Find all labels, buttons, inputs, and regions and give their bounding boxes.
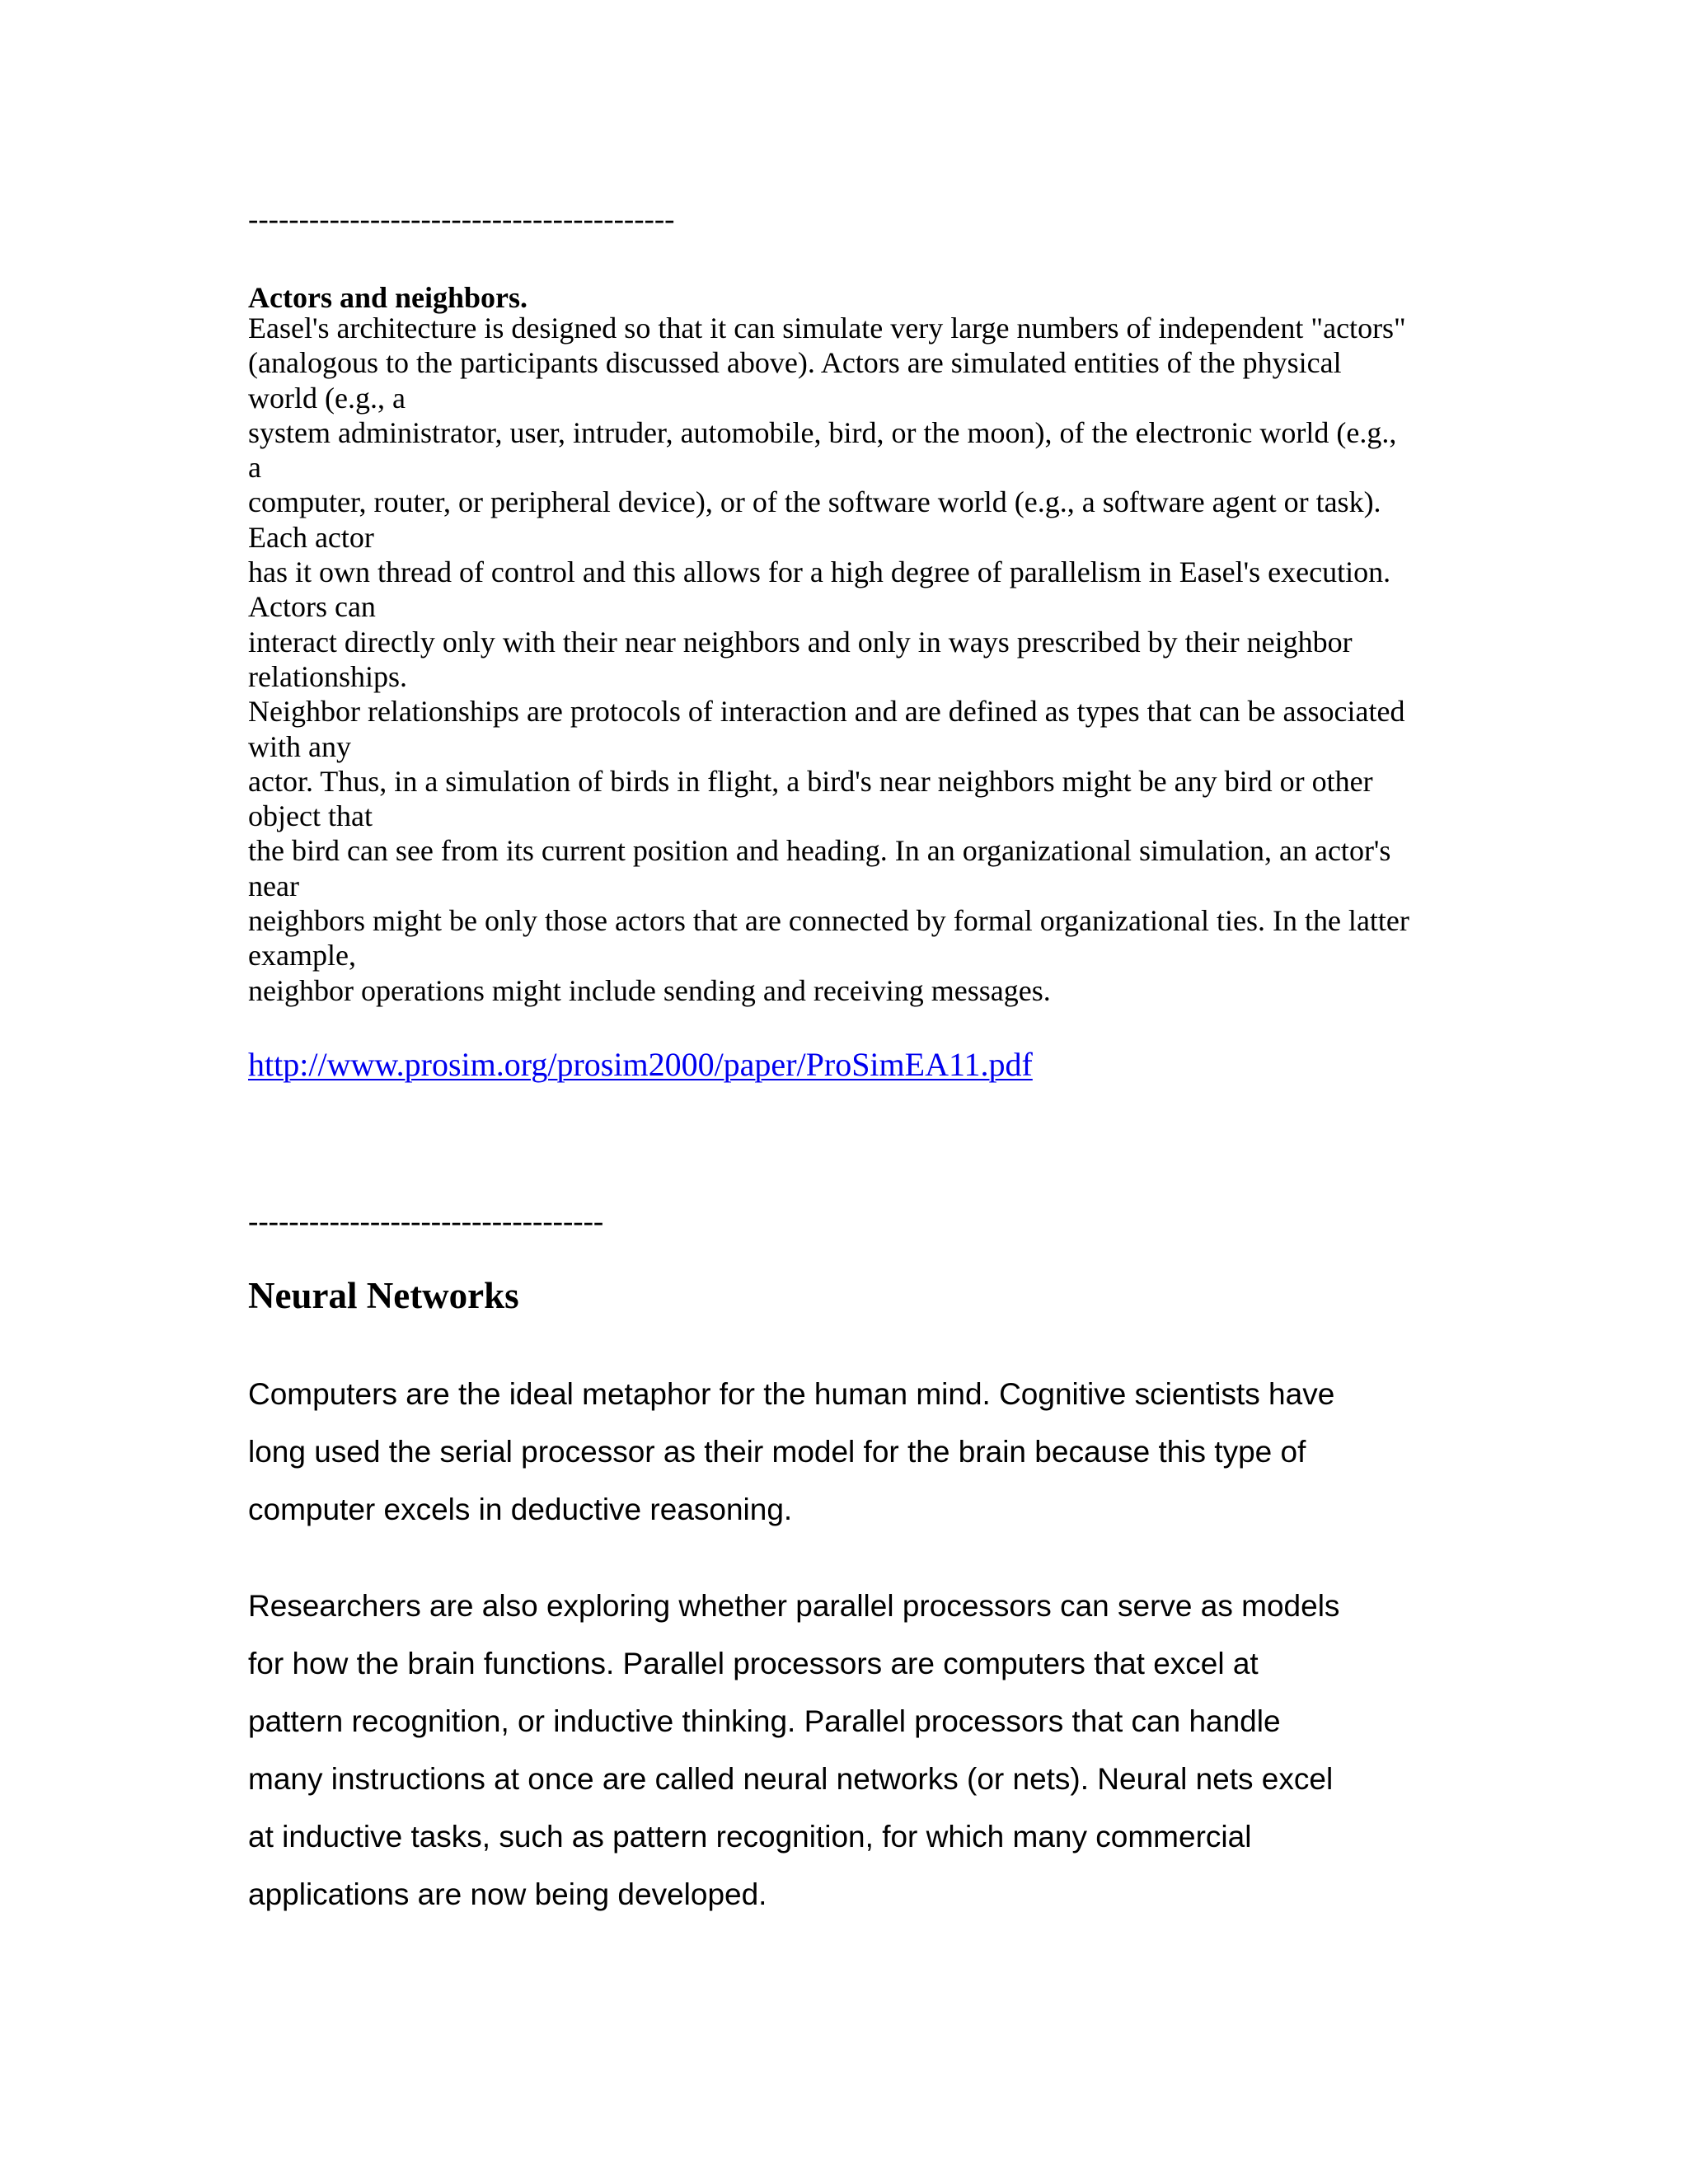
body-line: near — [248, 869, 299, 902]
prosim-paper-link[interactable]: http://www.prosim.org/prosim2000/paper/ProSimEA11.pdf — [248, 1046, 1033, 1083]
actors-body — [248, 311, 1409, 1008]
body-line: object that — [248, 799, 373, 833]
section-divider: ----------------------------------- — [248, 1205, 604, 1239]
neural-paragraph-2 — [248, 1577, 1339, 1924]
body-line: the bird can see from its current position and heading. In an organizational simulation, an actor's — [248, 834, 1391, 868]
body-line: with any — [248, 729, 351, 763]
body-line: Neighbor relationships are protocols of interaction and are defined as types that can be associated — [248, 695, 1405, 729]
body-line: Each actor — [248, 520, 374, 554]
body-line: Easel's architecture is designed so that it can simulate very large numbers of independent "actors" — [248, 312, 1406, 344]
body-line: has it own thread of control and this allows for a high degree of parallelism in Easel's execution. — [248, 555, 1391, 589]
paragraph-line: at inductive tasks, such as pattern recognition, for which many commercial — [248, 1820, 1252, 1854]
body-line: (analogous to the participants discussed above). Actors are simulated entities of the physical — [248, 346, 1342, 380]
paragraph-line: long used the serial processor as their model for the brain because this type of — [248, 1435, 1306, 1469]
body-line: actor. Thus, in a simulation of birds in flight, a bird's near neighbors might be any bird or other — [248, 764, 1373, 798]
paragraph-line: Computers are the ideal metaphor for the human mind. Cognitive scientists have — [248, 1377, 1335, 1411]
body-line: neighbors might be only those actors that are connected by formal organizational ties. In the latter — [248, 904, 1409, 938]
body-line: relationships. — [248, 659, 407, 693]
actors-heading: Actors and neighbors. — [248, 281, 528, 314]
paragraph-line: pattern recognition, or inductive thinking. Parallel processors that can handle — [248, 1704, 1281, 1738]
body-line: system administrator, user, intruder, automobile, bird, or the moon), of the electronic world (e.g., — [248, 415, 1397, 449]
neural-networks-title: Neural Networks — [248, 1275, 519, 1316]
body-line: interact directly only with their near neighbors and only in ways prescribed by their neighbor — [248, 625, 1353, 658]
document-page — [248, 0, 1451, 2184]
body-line: Actors can — [248, 590, 376, 624]
body-line: world (e.g., a — [248, 381, 406, 415]
paragraph-line: computer excels in deductive reasoning. — [248, 1493, 793, 1526]
paragraph-line: applications are now being developed. — [248, 1877, 767, 1911]
body-line: computer, router, or peripheral device), or of the software world (e.g., a software agent or task). — [248, 485, 1381, 519]
paragraph-line: many instructions at once are called neural networks (or nets). Neural nets excel — [248, 1762, 1334, 1796]
body-line: neighbor operations might include sending and receiving messages. — [248, 973, 1051, 1007]
body-line: a — [248, 451, 261, 485]
paragraph-line: Researchers are also exploring whether parallel processors can serve as models — [248, 1589, 1340, 1623]
section-divider: ------------------------------------------ — [248, 203, 675, 237]
paragraph-line: for how the brain functions. Parallel processors are computers that excel at — [248, 1647, 1259, 1680]
body-line: example, — [248, 939, 356, 972]
neural-paragraph-1 — [248, 1366, 1334, 1539]
